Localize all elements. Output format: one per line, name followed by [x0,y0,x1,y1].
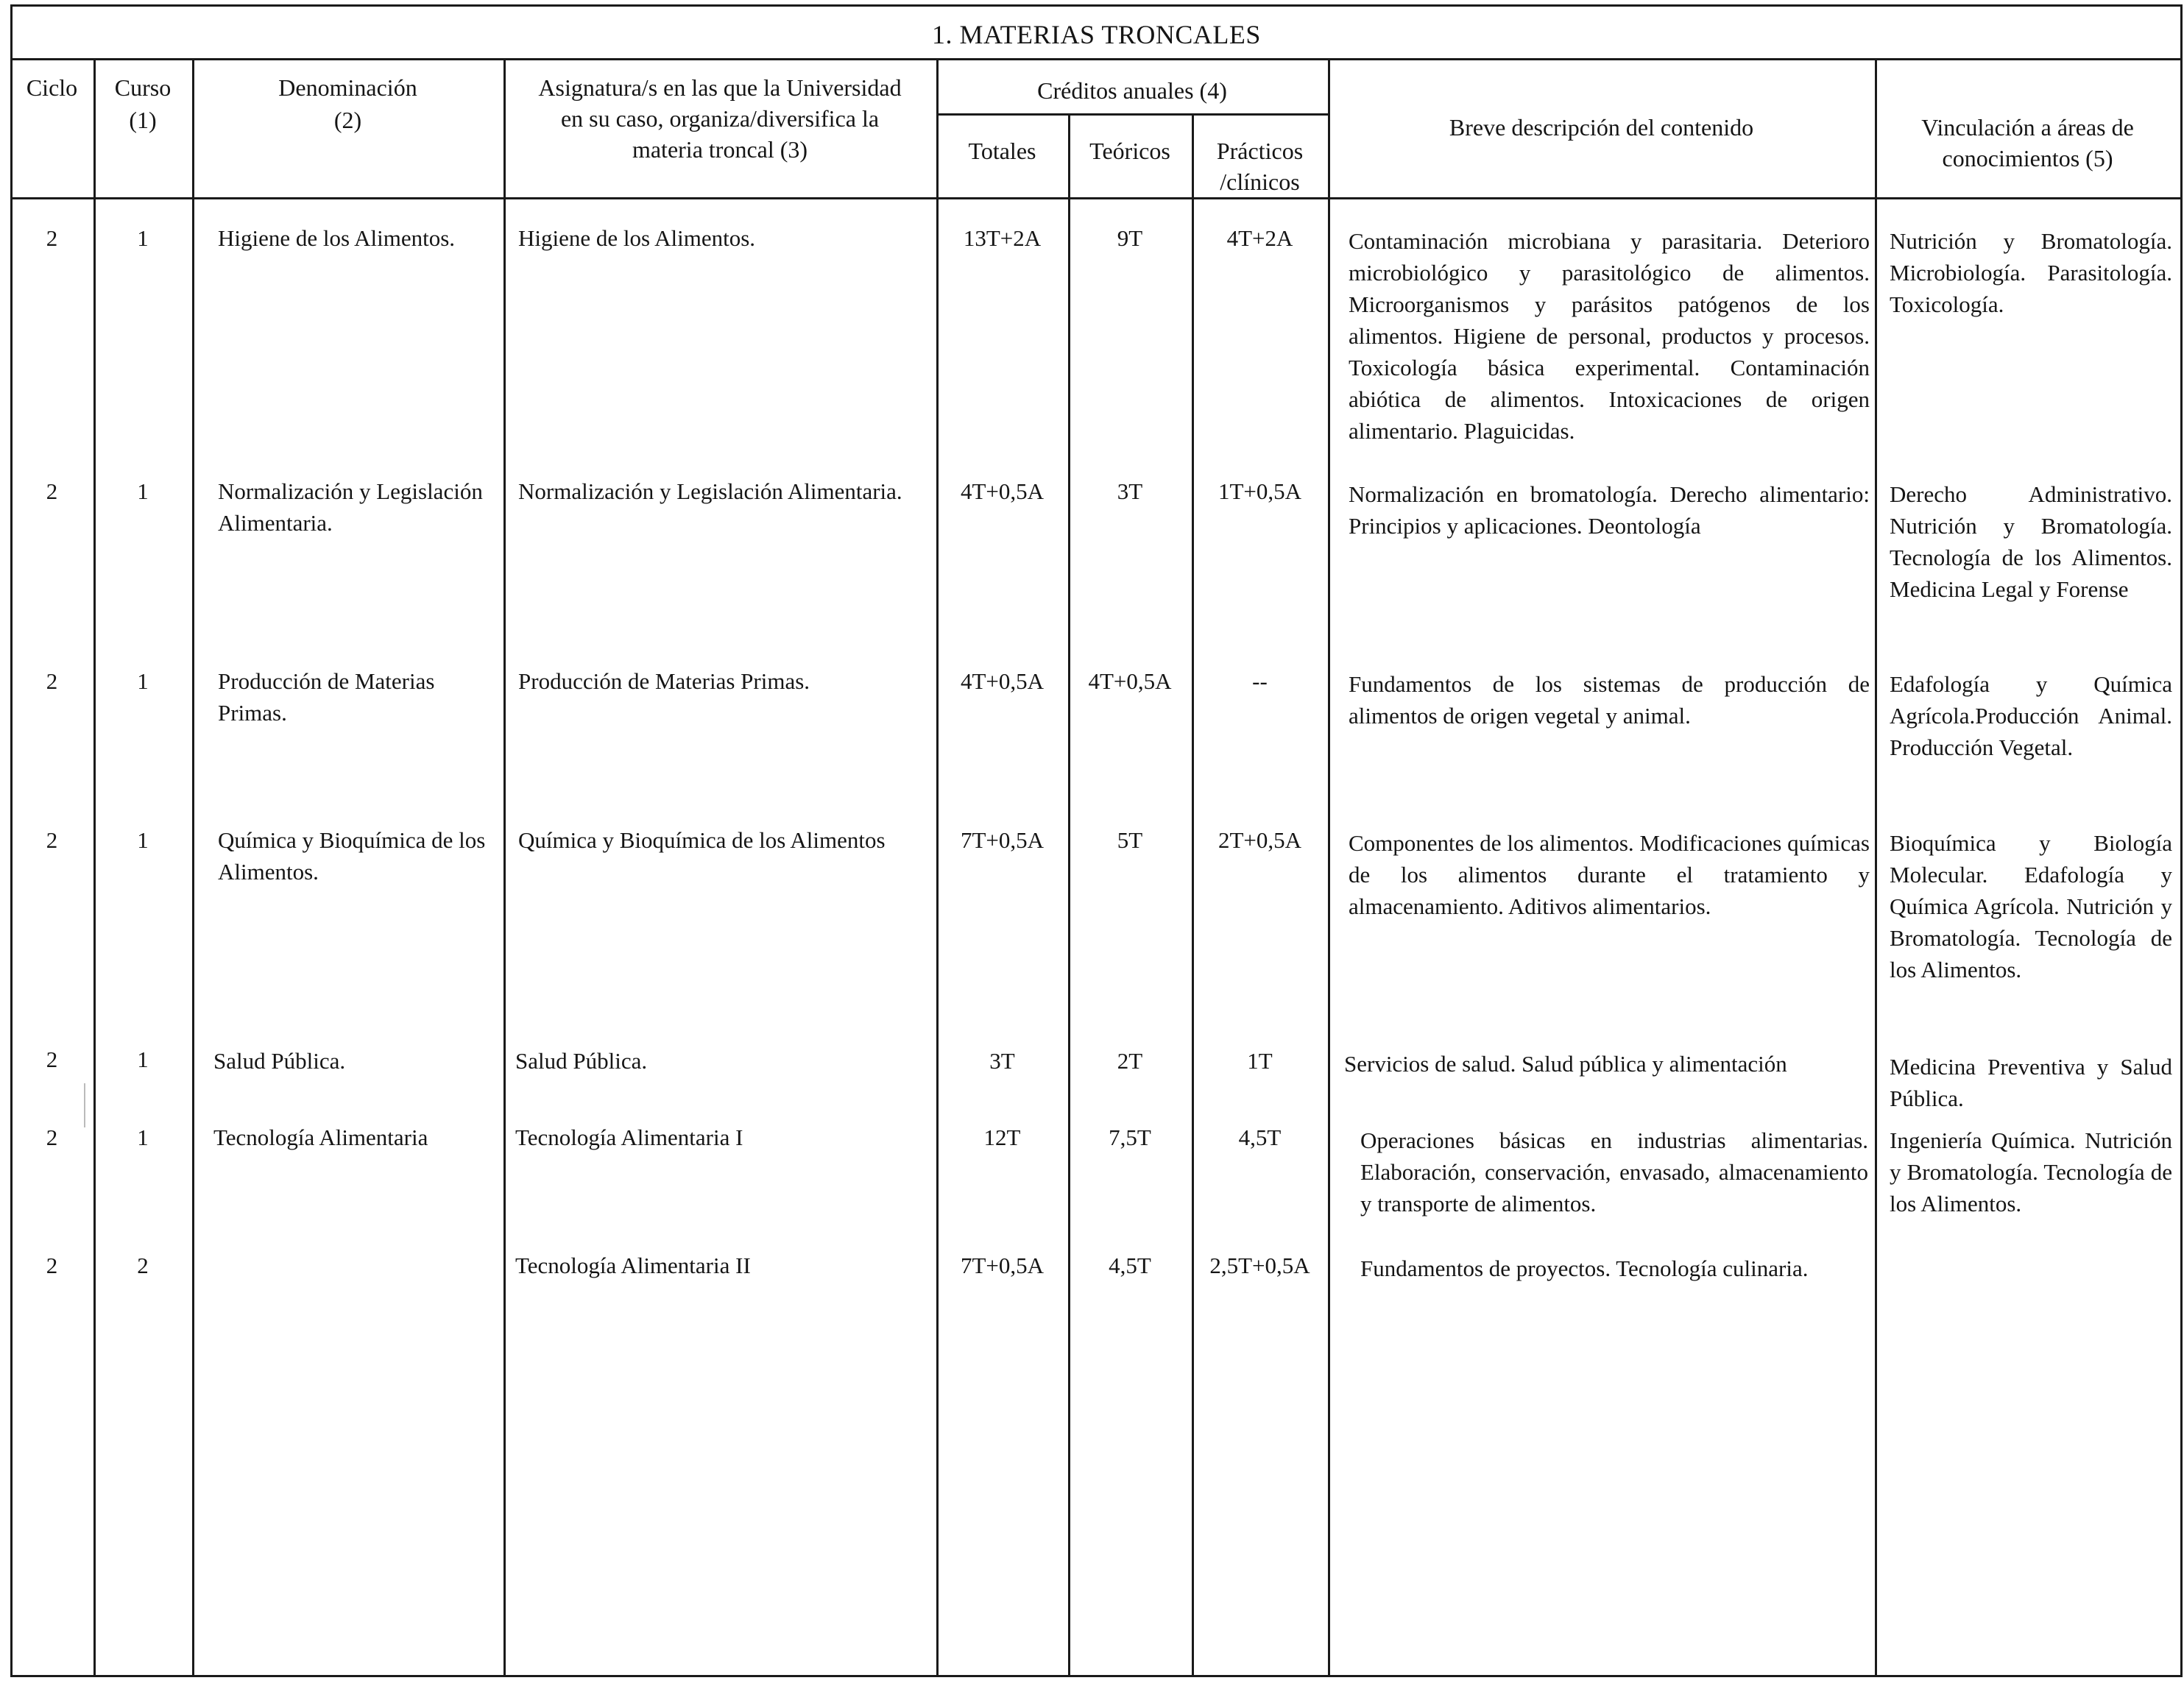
header-teoricos: Teóricos [1089,138,1170,164]
cell-practicos: -- [1252,668,1268,694]
column-divider [93,60,96,1675]
cell-ciclo: 2 [46,668,58,694]
cell-descripcion: Componentes de los alimentos. Modificaciones químicas de los alimentos durante el tratamiento y almacenamiento. Aditivos alimentarios. [1349,830,1870,919]
cell-asignatura: Tecnología Alimentaria I [515,1124,743,1150]
cell-curso: 2 [137,1253,149,1278]
cell-asignatura: Producción de Materias Primas. [518,668,810,694]
cell-totales: 4T+0,5A [960,668,1045,694]
header-curso: Curso [114,74,172,101]
cell-descripcion: Normalización en bromatología. Derecho alimentario: Principios y aplicaciones. Deontología [1349,481,1870,539]
cell-totales: 7T+0,5A [960,827,1045,853]
header-denominacion: Denominación [278,74,417,101]
cell-descripcion: Contaminación microbiana y parasitaria. Deterioro microbiológico y parasitológico de alimentos. Microorganismos y parásitos patógenos de los alimentos. Higiene de personal, productos y procesos. Toxicología básica experimental. Contaminación abiótica de alimentos. Intoxicaciones de origen alimentario. Plaguicidas. [1349,228,1870,444]
column-divider [1068,113,1070,1675]
cell-totales: 7T+0,5A [960,1253,1045,1278]
cell-totales: 12T [983,1124,1021,1150]
materias-troncales-table [10,4,2183,1677]
cell-vinculacion: Ingeniería Química. Nutrición y Bromatología. Tecnología de los Alimentos. [1890,1127,2172,1216]
cell-vinculacion: Edafología y Química Agrícola.Producción Animal. Producción Vegetal. [1890,671,2172,760]
cell-curso: 1 [137,1046,149,1072]
creditos-divider [936,113,1328,116]
cell-curso: 1 [137,478,149,504]
column-divider [1192,113,1194,1675]
cell-descripcion: Servicios de salud. Salud pública y alimentación [1344,1051,1787,1077]
cell-teoricos: 3T [1117,478,1143,504]
cell-denominacion: Salud Pública. [213,1048,346,1074]
column-divider [936,60,939,1675]
cell-totales: 13T+2A [963,225,1042,251]
cell-practicos: 4T+2A [1226,225,1293,251]
cell-teoricos: 4,5T [1109,1253,1151,1278]
cell-asignatura: Normalización y Legislación Alimentaria. [518,478,902,504]
cell-vinculacion: Nutrición y Bromatología. Microbiología. Parasitología. Toxicología. [1890,228,2172,317]
cell-vinculacion: Medicina Preventiva y Salud Pública. [1890,1054,2172,1111]
cell-ciclo: 2 [46,1253,58,1278]
cell-descripcion: Fundamentos de los sistemas de producción de alimentos de origen vegetal y animal. [1349,671,1870,729]
header-descripcion: Breve descripción del contenido [1449,114,1754,141]
table-title: 1. MATERIAS TRONCALES [10,4,2180,60]
header-creditos: Créditos anuales (4) [1037,77,1227,104]
cell-asignatura: Higiene de los Alimentos. [518,225,756,251]
column-divider [192,60,194,1675]
header-curso-note: (1) [129,107,157,133]
cell-denominacion: Tecnología Alimentaria [213,1124,428,1150]
cell-descripcion: Operaciones básicas en industrias alimentarias. Elaboración, conservación, envasado, almacenamiento y transporte de alimentos. [1360,1127,1868,1216]
cell-curso: 1 [137,225,149,251]
header-vinculacion-line1: Vinculación a áreas de [1921,114,2134,141]
header-denominacion-note: (2) [333,107,362,133]
cell-practicos: 1T+0,5A [1218,478,1302,504]
header-asignatura-line1: Asignatura/s en las que la Universidad [538,74,902,101]
cell-denominacion: Higiene de los Alimentos. [218,225,456,251]
header-ciclo: Ciclo [26,74,78,101]
cell-denominacion: Producción de Materias Primas. [218,668,435,726]
cell-curso: 1 [137,1124,149,1150]
scan-mark [84,1083,85,1127]
header-practicos-line2: /clínicos [1220,169,1300,195]
cell-ciclo: 2 [46,1046,58,1072]
cell-vinculacion: Bioquímica y Biología Molecular. Edafología y Química Agrícola. Nutrición y Bromatología. Tecnología de los Alimentos. [1890,830,2172,982]
cell-descripcion: Fundamentos de proyectos. Tecnología culinaria. [1360,1255,1809,1281]
cell-denominacion: Normalización y Legislación Alimentaria. [218,478,483,536]
cell-asignatura: Salud Pública. [515,1048,648,1074]
cell-denominacion: Química y Bioquímica de los Alimentos. [218,827,486,885]
cell-totales: 4T+0,5A [960,478,1045,504]
cell-asignatura: Tecnología Alimentaria II [515,1253,751,1278]
cell-totales: 3T [989,1048,1015,1074]
cell-curso: 1 [137,827,149,853]
cell-ciclo: 2 [46,478,58,504]
header-vinculacion-line2: conocimientos (5) [1942,145,2113,171]
cell-vinculacion: Derecho Administrativo. Nutrición y Bromatología. Tecnología de los Alimentos. Medicina Legal y Forense [1890,481,2172,602]
cell-teoricos: 2T [1117,1048,1143,1074]
cell-practicos: 2T+0,5A [1218,827,1302,853]
header-asignatura-line2: en su caso, organiza/diversifica la [560,105,880,132]
cell-practicos: 2,5T+0,5A [1209,1253,1310,1278]
cell-teoricos: 5T [1117,827,1143,853]
cell-curso: 1 [137,668,149,694]
cell-practicos: 4,5T [1238,1124,1282,1150]
column-divider [1875,60,1877,1675]
cell-practicos: 1T [1247,1048,1273,1074]
header-totales: Totales [968,138,1036,164]
cell-ciclo: 2 [46,1124,58,1150]
cell-teoricos: 7,5T [1109,1124,1151,1150]
cell-teoricos: 9T [1117,225,1143,251]
cell-ciclo: 2 [46,225,58,251]
column-divider [503,60,506,1675]
cell-asignatura: Química y Bioquímica de los Alimentos [518,827,886,853]
header-asignatura-line3: materia troncal (3) [632,136,808,163]
cell-ciclo: 2 [46,827,58,853]
cell-teoricos: 4T+0,5A [1088,668,1172,694]
header-practicos-line1: Prácticos [1216,138,1304,164]
column-divider [1328,60,1330,1675]
column-divider [10,60,13,1675]
header-bottom-line [10,197,2180,199]
